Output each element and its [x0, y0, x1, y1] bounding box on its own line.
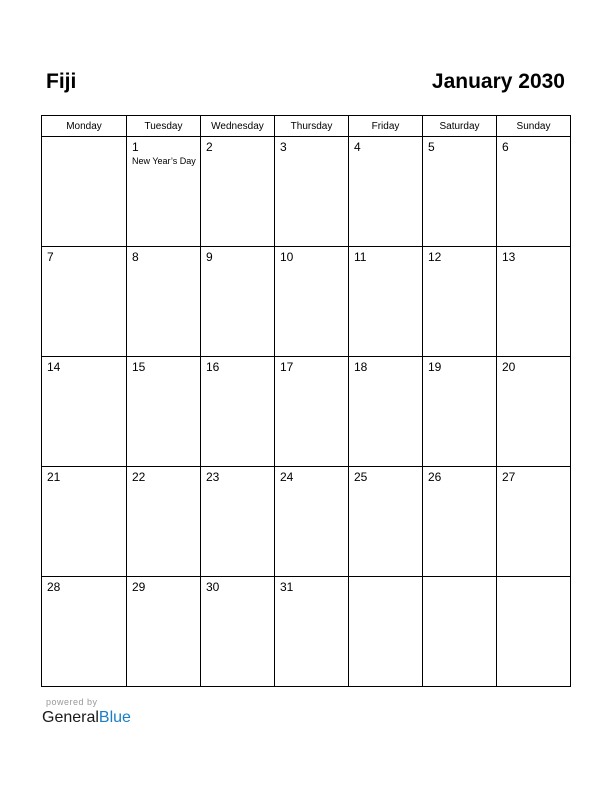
day-cell-12: [423, 247, 497, 357]
country-title: Fiji: [46, 70, 77, 93]
day-number: 1: [132, 140, 139, 154]
day-number: 28: [47, 580, 61, 594]
week-row-2: [42, 247, 571, 357]
day-number: 10: [280, 250, 294, 264]
day-number: 11: [354, 250, 367, 264]
day-number: [349, 577, 422, 580]
week-row-5: [42, 577, 571, 687]
day-cell-30: [201, 577, 275, 687]
day-number: 18: [354, 360, 368, 374]
day-number: 13: [502, 250, 516, 264]
holiday-label: New Year’s Day: [132, 156, 196, 166]
day-number: 26: [428, 470, 442, 484]
day-number: 30: [206, 580, 220, 594]
day-number: 20: [502, 360, 516, 374]
day-cell-4: [349, 137, 423, 247]
day-number: 9: [206, 250, 213, 264]
brand-general-text: General: [42, 709, 99, 726]
day-cell-empty: [497, 577, 571, 687]
weekday-saturday: Saturday: [423, 116, 497, 137]
day-cell-28: [42, 577, 127, 687]
weekday-thursday: Thursday: [275, 116, 349, 137]
day-number: 3: [280, 140, 287, 154]
day-cell-23: [201, 467, 275, 577]
day-number: 5: [428, 140, 435, 154]
day-number: 27: [502, 470, 516, 484]
day-number: 14: [47, 360, 61, 374]
weekday-monday: Monday: [42, 116, 127, 137]
day-cell-15: [127, 357, 201, 467]
day-cell-21: [42, 467, 127, 577]
day-number: 4: [354, 140, 361, 154]
day-number: 6: [502, 140, 509, 154]
day-cell-1: [127, 137, 201, 247]
day-cell-20: [497, 357, 571, 467]
day-cell-19: [423, 357, 497, 467]
day-cell-9: [201, 247, 275, 357]
day-number: 29: [132, 580, 146, 594]
day-cell-29: [127, 577, 201, 687]
day-cell-27: [497, 467, 571, 577]
day-cell-3: [275, 137, 349, 247]
day-cell-11: [349, 247, 423, 357]
day-number: 17: [280, 360, 294, 374]
day-number: 19: [428, 360, 442, 374]
day-cell-10: [275, 247, 349, 357]
month-title: January 2030: [431, 70, 565, 93]
day-cell-14: [42, 357, 127, 467]
day-number: 25: [354, 470, 368, 484]
day-cell-25: [349, 467, 423, 577]
day-number: 15: [132, 360, 146, 374]
day-number: [42, 137, 126, 140]
day-cell-13: [497, 247, 571, 357]
day-number: 8: [132, 250, 139, 264]
day-cell-7: [42, 247, 127, 357]
day-cell-empty: [349, 577, 423, 687]
day-number: 23: [206, 470, 220, 484]
week-row-3: [42, 357, 571, 467]
weekday-header-row: [42, 116, 571, 137]
day-cell-2: [201, 137, 275, 247]
day-cell-31: [275, 577, 349, 687]
weekday-friday: Friday: [349, 116, 423, 137]
day-cell-26: [423, 467, 497, 577]
weekday-tuesday: Tuesday: [127, 116, 201, 137]
day-number: 24: [280, 470, 294, 484]
day-cell-empty: [42, 137, 127, 247]
day-cell-17: [275, 357, 349, 467]
day-cell-22: [127, 467, 201, 577]
day-number: 2: [206, 140, 213, 154]
day-number: 21: [47, 470, 61, 484]
day-cell-18: [349, 357, 423, 467]
day-cell-empty: [423, 577, 497, 687]
day-number: 22: [132, 470, 146, 484]
day-number: 12: [428, 250, 442, 264]
day-cell-8: [127, 247, 201, 357]
day-number: 16: [206, 360, 220, 374]
day-cell-5: [423, 137, 497, 247]
week-row-1: [42, 137, 571, 247]
day-cell-24: [275, 467, 349, 577]
generalblue-logo[interactable]: [42, 709, 131, 727]
powered-by-text: powered by: [46, 697, 98, 707]
day-number: 7: [47, 250, 54, 264]
weekday-sunday: Sunday: [497, 116, 571, 137]
day-number: [497, 577, 570, 580]
week-row-4: [42, 467, 571, 577]
brand-blue-text: Blue: [98, 709, 131, 726]
day-number: [423, 577, 496, 580]
day-cell-6: [497, 137, 571, 247]
calendar-grid: [41, 115, 571, 687]
day-number: 31: [280, 580, 294, 594]
day-cell-16: [201, 357, 275, 467]
weekday-wednesday: Wednesday: [201, 116, 275, 137]
